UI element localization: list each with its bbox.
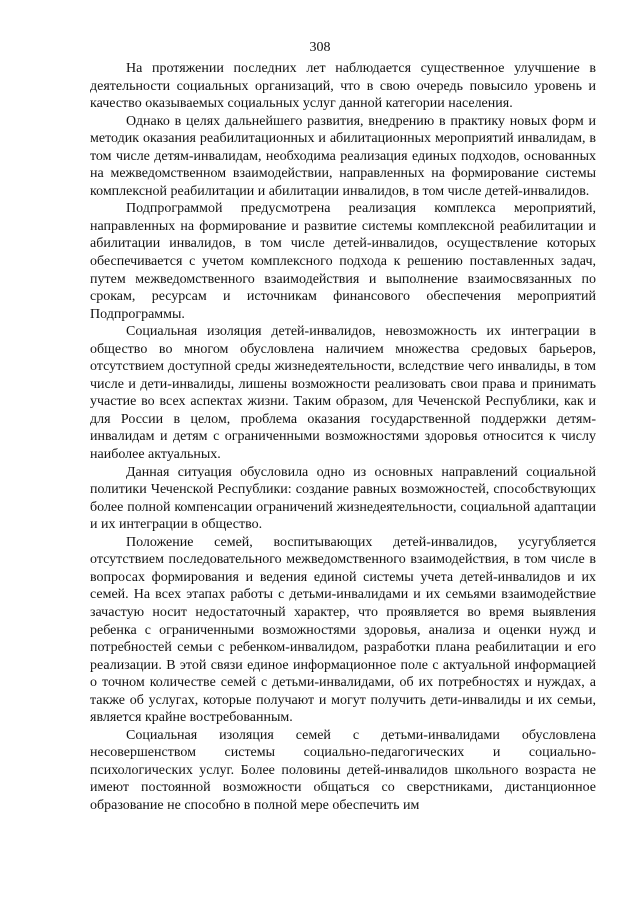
paragraph-families: Положение семей, воспитывающих детей-инвалидов, усугубляется отсутствием последовательного межведомственного взаимодействия, в том числе в вопросах формирования и ведения единой системы учета детей-инвалидов и их семей. На всех этапах работы с детьми-инвалидами и их семьями взаимодействие зачастую носит недостаточный характер, что проявляется во время выявления ребенка с ограниченными возможностями здоровья, анализа и оценки нужд и потребностей семьи с ребенком-инвалидом, разработки плана реабилитации и его реализации. В этой связи единое информационное поле с актуальной информацией о точном количестве семей с детьми-инвалидами, об их потребностях и нуждах, а также об услугах, которые получают и могут получить дети-инвалиды и их семьи, является крайне востребованным. [90,534,596,726]
paragraph-social-policy: Данная ситуация обусловила одно из основных направлений социальной политики Чеченской Республики: создание равных возможностей, способствующих более полной компенсации ограничений жизнедеятельности, социальной адаптации и их интеграции в общество. [90,464,596,533]
paragraph-unified-approaches: Однако в целях дальнейшего развития, внедрению в практику новых форм и методик оказания реабилитационных и абилитационных мероприятий инвалидам, в том числе детям-инвалидам, необходима реализация единых подходов, основанных на межведомственном взаимодействии, направленных на формирование системы комплексной реабилитации и абилитации инвалидов, в том числе детей-инвалидов. [90,113,596,199]
paragraph-social-isolation: Социальная изоляция детей-инвалидов, невозможность их интеграции в общество во многом обусловлена наличием множества средовых барьеров, отсутствием доступной среды жизнедеятельности, вследствие чего инвалиды, в том числе и дети-инвалиды, лишены возможности реализовать свои права и принимать участие во всех аспектах жизни. Таким образом, для Чеченской Республики, как и для России в целом, проблема оказания государственной поддержки детям-инвалидам и детям с ограниченными возможностями здоровья относится к числу наиболее актуальных. [90,324,596,463]
paragraph-improvement: На протяжении последних лет наблюдается существенное улучшение в деятельности социальных организаций, что в свою очередь повысило уровень и качество оказываемых социальных услуг данной категории населения. [90,61,596,112]
page-number: 308 [309,40,331,55]
document-body [90,60,596,815]
paragraph-subprogram: Подпрограммой предусмотрена реализация комплекса мероприятий, направленных на формирование и развитие системы комплексной реабилитации и абилитации инвалидов, в том числе детей-инвалидов, осуществление которых обеспечивается с учетом комплексного подхода к решению поставленных задач, путем межведомственного взаимодействия и выполнение взаимосвязанных по срокам, ресурсам и источникам финансового обеспечения мероприятий Подпрограммы. [90,201,596,322]
paragraph-family-isolation: Социальная изоляция семей с детьми-инвалидами обусловлена несовершенством системы социально-педагогических и социально-психологических услуг. Более половины детей-инвалидов школьного возраста не имеют постоянной возможности общаться со сверстниками, дистанционное образование не способно в полной мере обеспечить им [90,727,596,813]
